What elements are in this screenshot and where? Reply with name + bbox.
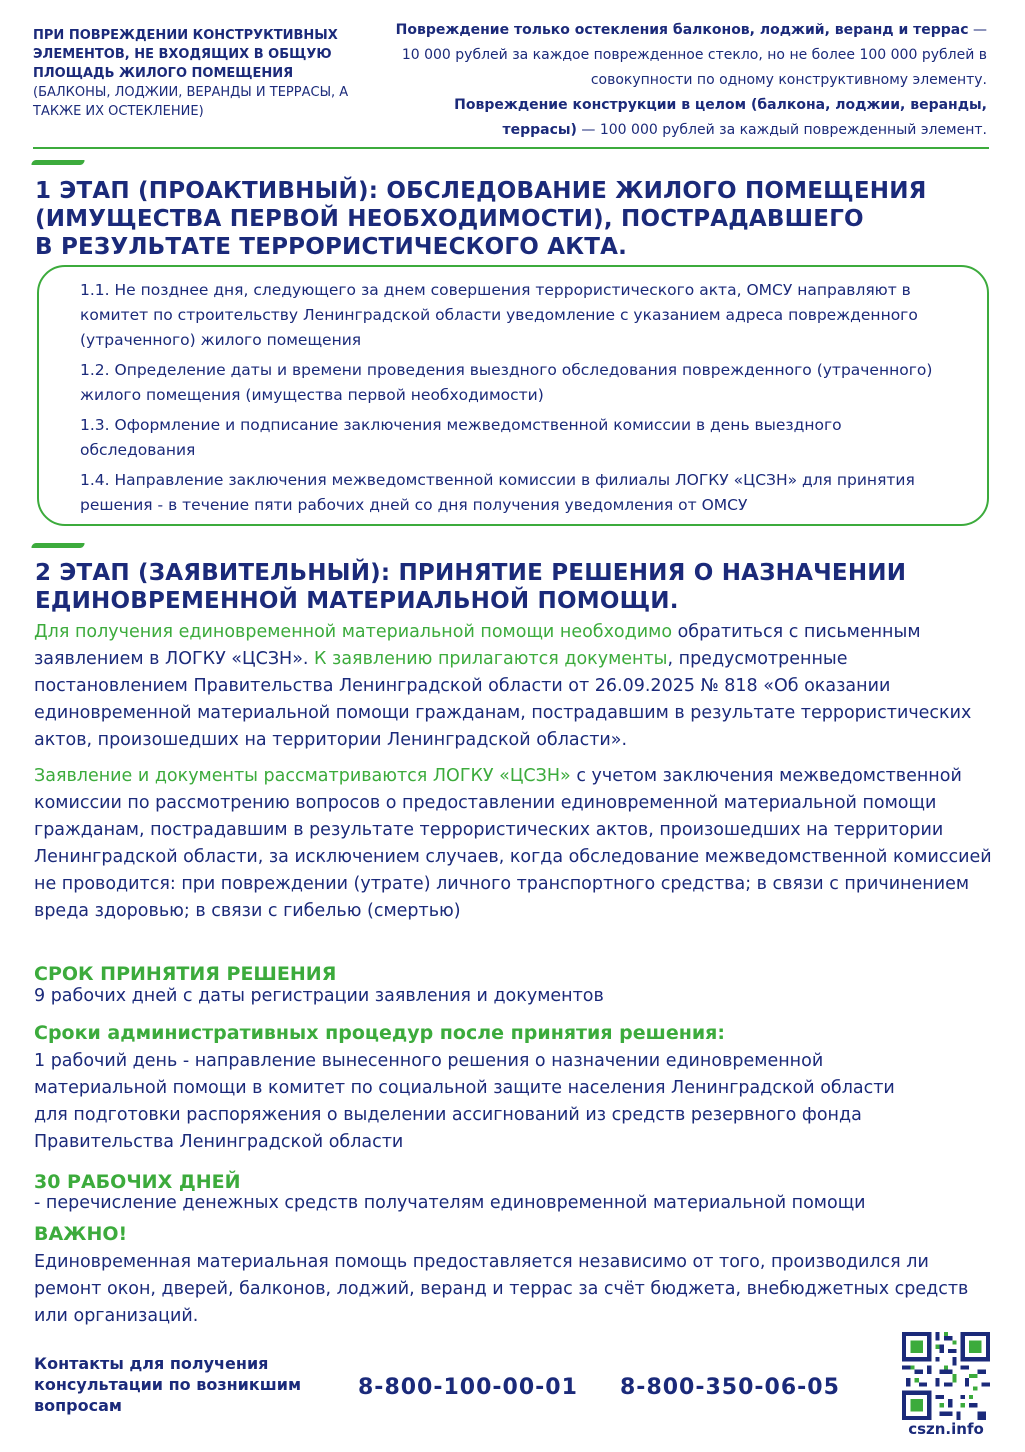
top-divider xyxy=(33,147,989,149)
deadline-heading: СРОК ПРИНЯТИЯ РЕШЕНИЯ xyxy=(34,963,337,985)
stage1-title-line-3: В РЕЗУЛЬТАТЕ ТЕРРОРИСТИЧЕСКОГО АКТА. xyxy=(35,234,628,260)
important-heading: ВАЖНО! xyxy=(34,1223,128,1245)
important-text: Единовременная материальная помощь предоставляется независимо от того, производился ли ремонт окон, дверей, балконов, лоджий, веранд и террас за счёт бюджета, внебюджетных средств или организаций. xyxy=(34,1252,969,1326)
brush-accent-1 xyxy=(31,160,85,165)
stage2-paragraph-2 xyxy=(34,763,999,925)
site-link[interactable]: cszn.info xyxy=(908,1420,984,1438)
stage1-title-line-1: 1 ЭТАП (ПРОАКТИВНЫЙ): ОБСЛЕДОВАНИЕ ЖИЛОГО ПОМЕЩЕНИЯ xyxy=(35,178,927,204)
stage1-steps-box xyxy=(37,265,989,526)
phone-1[interactable]: 8-800-100-00-01 xyxy=(358,1375,578,1400)
p1-green-2: К заявлению прилагаются документы xyxy=(308,649,668,669)
stage2-title-line-1: 2 ЭТАП (ЗАЯВИТЕЛЬНЫЙ): ПРИНЯТИЕ РЕШЕНИЯ О НАЗНАЧЕНИИ xyxy=(35,560,907,586)
brush-accent-2 xyxy=(31,543,85,548)
stage1-title xyxy=(35,177,995,261)
payment-heading: 30 РАБОЧИХ ДНЕЙ xyxy=(34,1171,241,1193)
top-right-amounts xyxy=(387,18,987,143)
phone-2[interactable]: 8-800-350-06-05 xyxy=(620,1375,840,1400)
admin-text: 1 рабочий день - направление вынесенного решения о назначении единовременной материальной помощи в комитет по социальной защите населения Ленинградской области для подготовки распоряжения о выделении ассигнований из средств резервного фонда Правительства Ленинградской области xyxy=(34,1051,895,1152)
stage2-title xyxy=(35,559,995,615)
qr-code-icon[interactable] xyxy=(902,1332,990,1420)
stage2-title-line-2: ЕДИНОВРЕМЕННОЙ МАТЕРИАЛЬНОЙ ПОМОЩИ. xyxy=(35,588,679,614)
p2-green-1: Заявление и документы рассматриваются ЛОГКУ «ЦСЗН» xyxy=(34,766,571,786)
glazing-damage-amount: — 10 000 рублей за каждое поврежденное стекло, но не более 100 000 рублей в совокупности по одному конструктивному элементу. xyxy=(401,22,987,88)
admin-heading: Сроки административных процедур после принятия решения: xyxy=(34,1022,725,1044)
glazing-damage-label: Повреждение только остекления балконов, лоджий, веранд и террас xyxy=(395,22,969,38)
p1-text-2: , предусмотренные постановлением Правительства Ленинградской области от 26.09.2025 № 818 «Об оказании единовременной материальной помощи гражданам, пострадавшим в результате террористических актов, произошедших на территории Ленинградской области». xyxy=(34,649,972,750)
top-left-title: ПРИ ПОВРЕЖДЕНИИ КОНСТРУКТИВНЫХ ЭЛЕМЕНТОВ, НЕ ВХОДЯЩИХ В ОБЩУЮ ПЛОЩАДЬ ЖИЛОГО ПОМЕЩЕНИЯ xyxy=(33,28,338,81)
contacts-label: Контакты для получения консультации по возникшим вопросам xyxy=(34,1354,302,1415)
p1-text-1: обратиться с письменным заявлением в ЛОГКУ «ЦСЗН». xyxy=(34,622,921,669)
step-1-3: 1.3. Оформление и подписание заключения межведомственной комиссии в день выездного обследования xyxy=(80,416,842,459)
stage1-title-line-2: (ИМУЩЕСТВА ПЕРВОЙ НЕОБХОДИМОСТИ), ПОСТРАДАВШЕГО xyxy=(35,206,864,232)
top-left-note xyxy=(33,26,373,121)
structure-damage-label: Повреждение конструкции в целом (балкона, лоджии, веранды, террасы) xyxy=(454,97,987,138)
step-1-4: 1.4. Направление заключения межведомственной комиссии в филиалы ЛОГКУ «ЦСЗН» для принятия решения - в течение пяти рабочих дней со дня получения уведомления от ОМСУ xyxy=(80,471,915,514)
p1-green-1: Для получения единовременной материальной помощи необходимо xyxy=(34,622,673,642)
structure-damage-amount: — 100 000 рублей за каждый поврежденный элемент. xyxy=(576,122,987,138)
step-1-1: 1.1. Не позднее дня, следующего за днем совершения террористического акта, ОМСУ направляют в комитет по строительству Ленинградской области уведомление с указанием адреса поврежденного (утраченного) жилого помещения xyxy=(80,281,918,349)
p2-text-1: с учетом заключения межведомственной комиссии по рассмотрению вопросов о предоставлении единовременной материальной помощи гражданам, пострадавшим в результате террористических актов, произошедших на территории Ленинградской области, за исключением случаев, когда обследование межведомственной комиссией не проводится: при повреждении (утрате) личного транспортного средства; в связи с причинением вреда здоровью; в связи с гибелью (смертью) xyxy=(34,766,992,921)
top-left-subtitle: (БАЛКОНЫ, ЛОДЖИИ, ВЕРАНДЫ И ТЕРРАСЫ, А ТАКЖЕ ИХ ОСТЕКЛЕНИЕ) xyxy=(33,85,349,119)
step-1-2: 1.2. Определение даты и времени проведения выездного обследования поврежденного (утраченного) жилого помещения (имущества первой необходимости) xyxy=(80,361,933,404)
deadline-text: 9 рабочих дней с даты регистрации заявления и документов xyxy=(34,986,604,1006)
stage2-paragraph-1 xyxy=(34,619,999,754)
payment-text: - перечисление денежных средств получателям единовременной материальной помощи xyxy=(34,1193,866,1213)
